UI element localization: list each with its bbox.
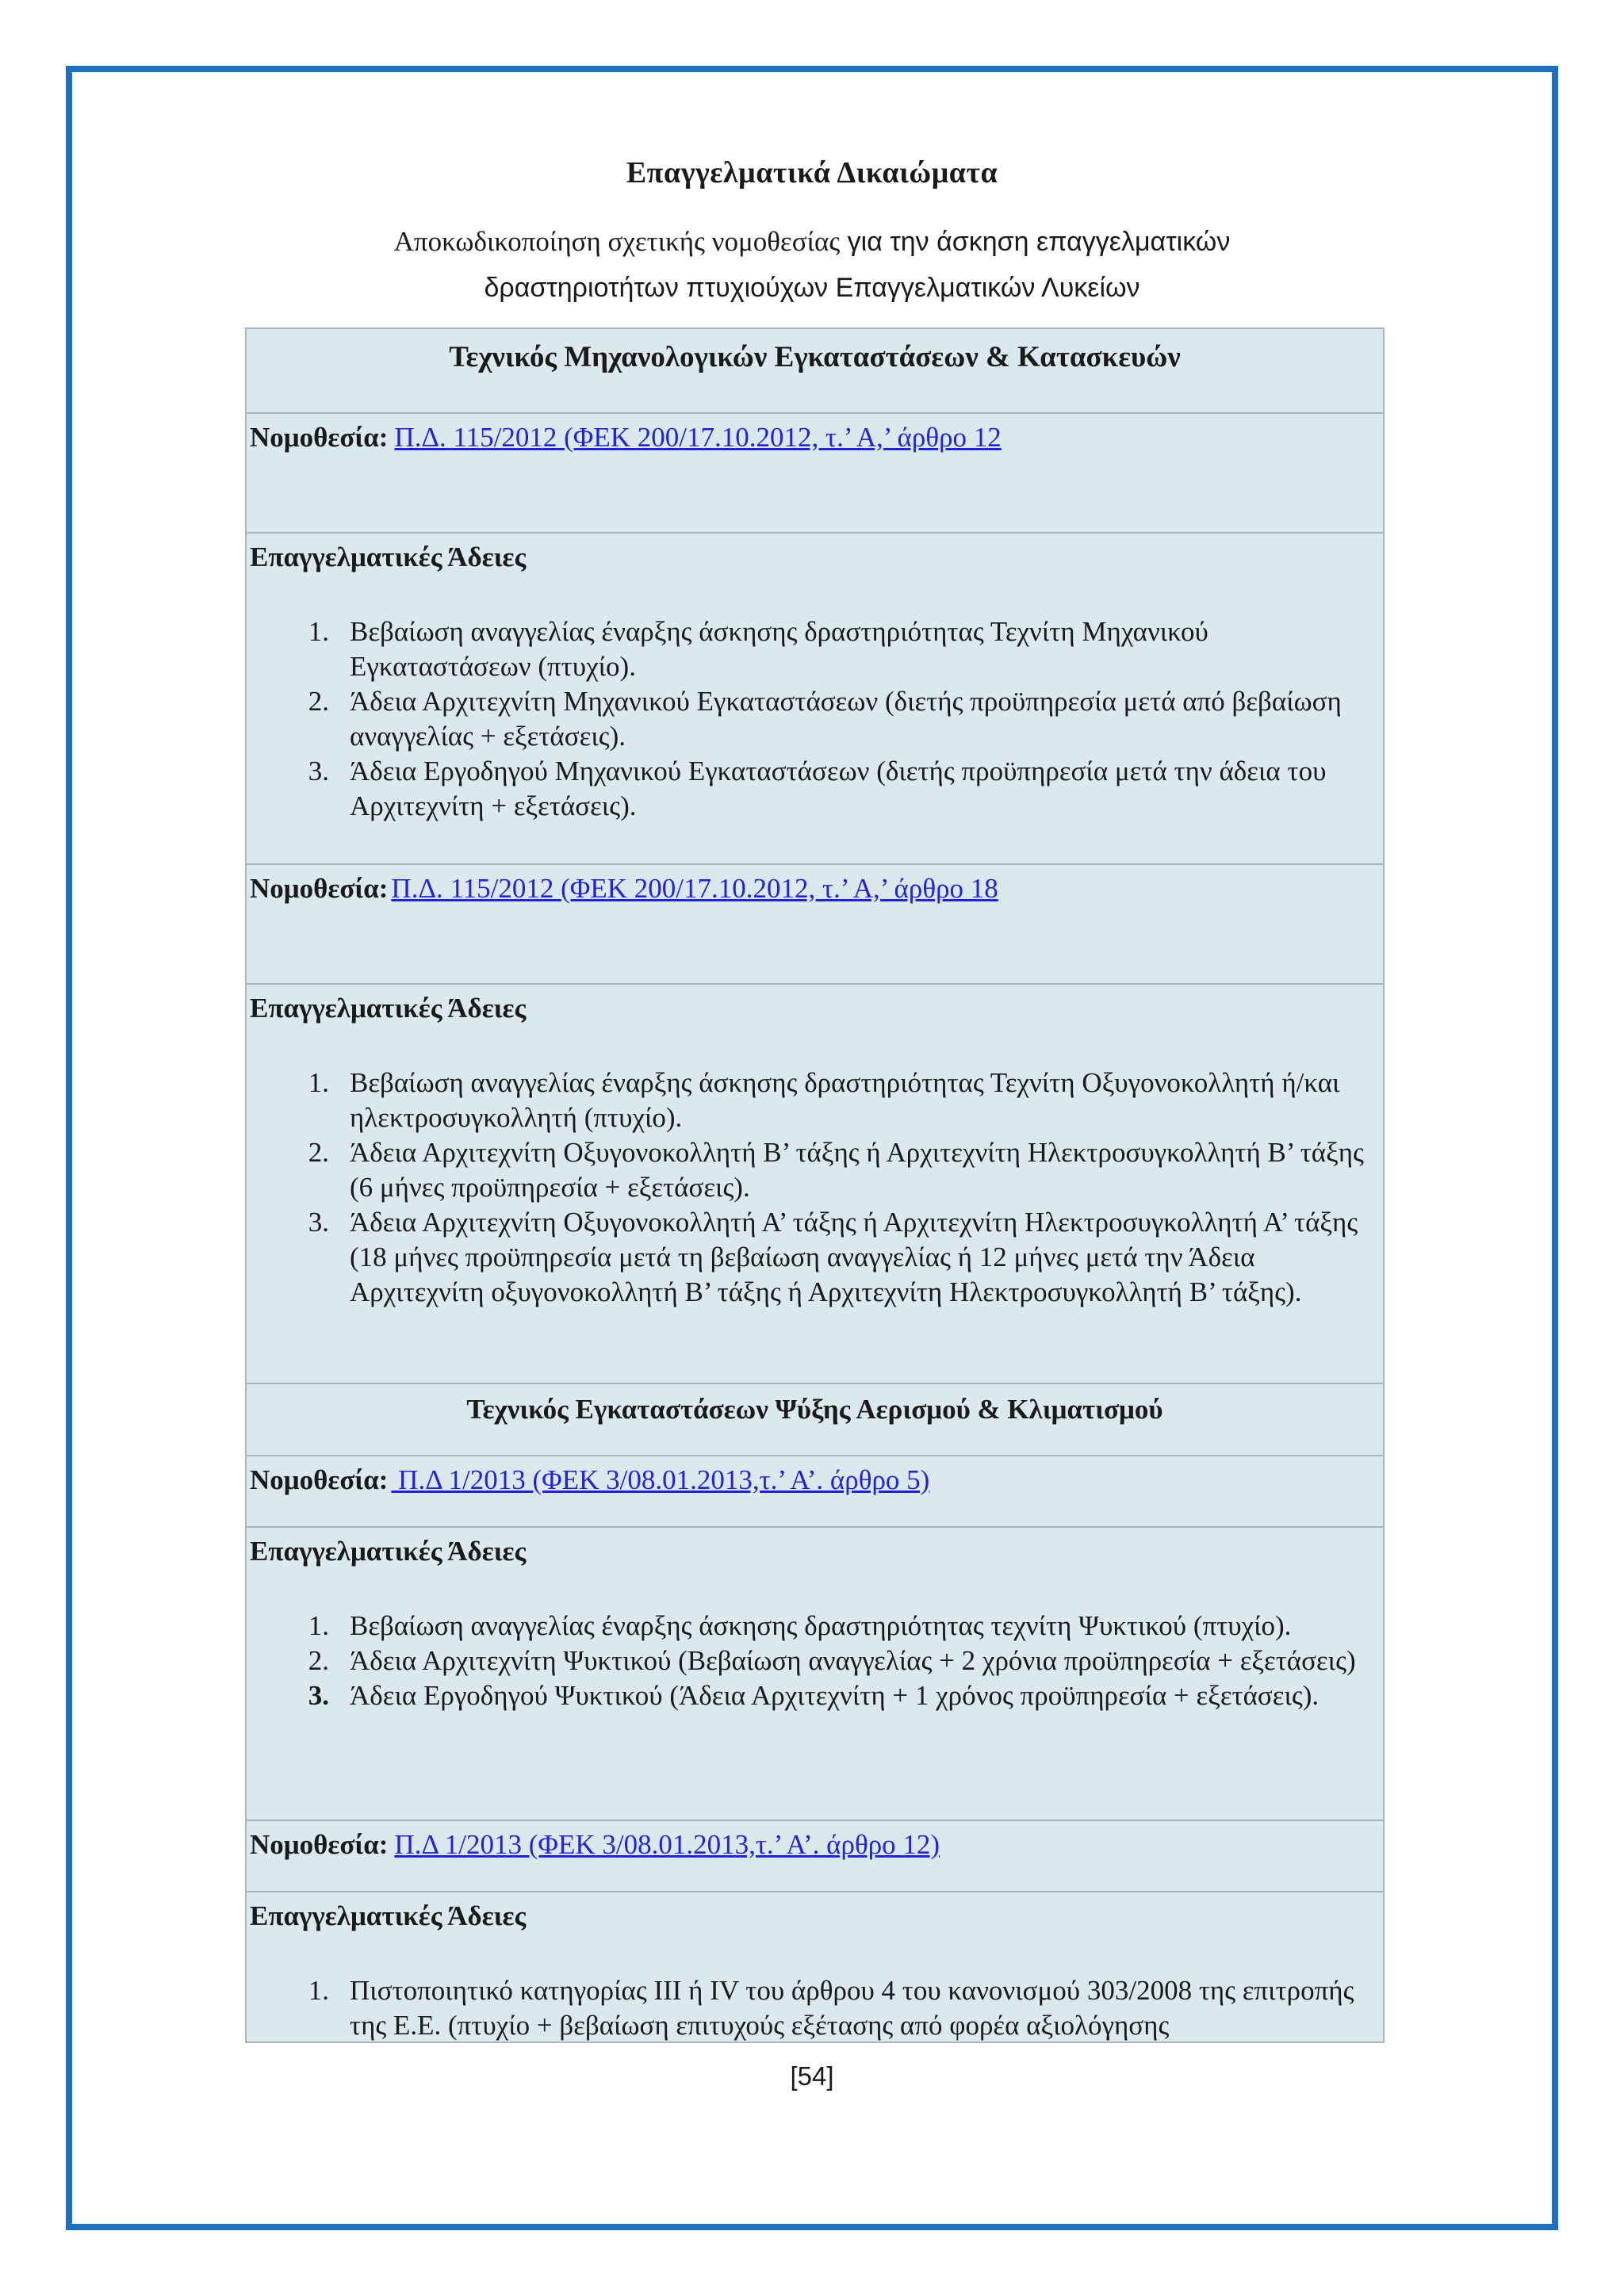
list-item-text: Βεβαίωση αναγγελίας έναρξης άσκησης δραστηριότητας τεχνίτη Ψυκτικού (πτυχίο). bbox=[350, 1610, 1292, 1641]
licenses-label: Επαγγελματικές Άδειες bbox=[250, 993, 527, 1024]
list-number: 1. bbox=[308, 616, 329, 647]
section-heading-text: Τεχνικός Μηχανολογικών Εγκαταστάσεων & Κατασκευών bbox=[449, 341, 1181, 373]
list-item bbox=[250, 754, 1380, 824]
list-number: 1. bbox=[308, 1975, 329, 2006]
list-item-text: Άδεια Εργοδηγού Ψυκτικού (Άδεια Αρχιτεχνίτη + 1 χρόνος προϋπηρεσία + εξετάσεις). bbox=[350, 1680, 1320, 1711]
list-number: 3. bbox=[308, 1680, 329, 1711]
list-item bbox=[250, 1135, 1380, 1205]
licenses-list bbox=[250, 1973, 1380, 2043]
licenses-list bbox=[250, 1066, 1380, 1310]
list-item-text: Βεβαίωση αναγγελίας έναρξης άσκησης δραστηριότητας Τεχνίτη Μηχανικού Εγκαταστάσεων (πτυχίο). bbox=[350, 616, 1208, 682]
law-row bbox=[245, 414, 1385, 534]
licenses-label: Επαγγελματικές Άδειες bbox=[250, 541, 527, 572]
section-heading-text: Τεχνικός Εγκαταστάσεων Ψύξης Αερισμού & Κλιματισμού bbox=[466, 1394, 1163, 1425]
list-item bbox=[250, 1678, 1380, 1713]
law-label: Νομοθεσία: bbox=[250, 873, 389, 904]
page-subtitle bbox=[0, 219, 1624, 311]
list-item bbox=[250, 614, 1380, 684]
licenses-row bbox=[245, 1528, 1385, 1821]
law-row bbox=[245, 865, 1385, 985]
law-row bbox=[245, 1821, 1385, 1892]
licenses-row bbox=[245, 985, 1385, 1384]
law-link[interactable]: Π.Δ 1/2013 (ΦΕΚ 3/08.01.2013,τ.’ Α’. άρθρο 12) bbox=[394, 1829, 940, 1860]
licenses-label: Επαγγελματικές Άδειες bbox=[250, 1536, 527, 1567]
licenses-label: Επαγγελματικές Άδειες bbox=[250, 1900, 527, 1931]
law-link[interactable]: Π.Δ. 115/2012 (ΦΕΚ 200/17.10.2012, τ.’ Α,’ άρθρο 18 bbox=[391, 873, 998, 904]
section-heading-mechanical bbox=[245, 327, 1385, 414]
page-number: [54] bbox=[790, 2061, 834, 2091]
law-link[interactable]: Π.Δ. 115/2012 (ΦΕΚ 200/17.10.2012, τ.’ Α,’ άρθρο 12 bbox=[394, 422, 1002, 453]
list-item-text: Άδεια Εργοδηγού Μηχανικού Εγκαταστάσεων (διετής προϋπηρεσία μετά την άδεια του Αρχιτεχνίτη + εξετάσεις). bbox=[350, 756, 1327, 821]
subtitle-line-2: δραστηριοτήτων πτυχιούχων Επαγγελματικών Λυκείων bbox=[484, 273, 1140, 303]
list-item bbox=[250, 1973, 1380, 2043]
law-label: Νομοθεσία: bbox=[250, 1464, 389, 1495]
section-heading-hvac bbox=[245, 1384, 1385, 1456]
list-number: 1. bbox=[308, 1067, 329, 1098]
list-item bbox=[250, 1644, 1380, 1678]
rights-table bbox=[245, 327, 1385, 2043]
list-number: 2. bbox=[308, 1137, 329, 1168]
list-item-text: Άδεια Αρχιτεχνίτη Οξυγονοκολλητή Β’ τάξης ή Αρχιτεχνίτη Ηλεκτροσυγκολλητή Β’ τάξης (6 μήνες προϋπηρεσία + εξετάσεις). bbox=[350, 1137, 1364, 1203]
law-label: Νομοθεσία: bbox=[250, 422, 389, 453]
list-item bbox=[250, 1205, 1380, 1310]
list-item-text: Άδεια Αρχιτεχνίτη Οξυγονοκολλητή Α’ τάξης ή Αρχιτεχνίτη Ηλεκτροσυγκολλητή Α’ τάξης (18 μήνες προϋπηρεσία μετά τη βεβαίωση αναγγελίας ή 12 μήνες μετά την Άδεια Αρχιτεχνίτη οξυγονοκολλητή Β’ τάξης ή Αρχιτεχνίτη Ηλεκτροσυγκολλητή Β’ τάξης). bbox=[350, 1207, 1358, 1307]
list-item-text: Πιστοποιητικό κατηγορίας ΙΙΙ ή IV του άρθρου 4 του κανονισμού 303/2008 της επιτροπής της Ε.Ε. (πτυχίο + βεβαίωση επιτυχούς εξέτασης από φορέα αξιολόγησης bbox=[350, 1975, 1354, 2041]
list-item bbox=[250, 1609, 1380, 1644]
licenses-row bbox=[245, 1892, 1385, 2043]
subtitle-serif-part: Αποκωδικοποίηση σχετικής νομοθεσίας bbox=[393, 226, 841, 257]
list-number: 3. bbox=[308, 756, 329, 786]
list-number: 2. bbox=[308, 686, 329, 717]
page-title: Επαγγελματικά Δικαιώματα bbox=[626, 156, 998, 189]
list-item bbox=[250, 684, 1380, 754]
subtitle-line-1 bbox=[0, 219, 1624, 265]
list-item-text: Άδεια Αρχιτεχνίτη Μηχανικού Εγκαταστάσεων (διετής προϋπηρεσία μετά από βεβαίωση αναγγελίας + εξετάσεις). bbox=[350, 686, 1342, 752]
list-number: 1. bbox=[308, 1610, 329, 1641]
list-number: 2. bbox=[308, 1645, 329, 1676]
law-link[interactable]: Π.Δ 1/2013 (ΦΕΚ 3/08.01.2013,τ.’ Α’. άρθρο 5) bbox=[391, 1464, 930, 1495]
law-label: Νομοθεσία: bbox=[250, 1829, 389, 1860]
licenses-row bbox=[245, 534, 1385, 865]
list-item-text: Άδεια Αρχιτεχνίτη Ψυκτικού (Βεβαίωση αναγγελίας + 2 χρόνια προϋπηρεσία + εξετάσεις) bbox=[350, 1645, 1356, 1676]
list-item-text: Βεβαίωση αναγγελίας έναρξης άσκησης δραστηριότητας Τεχνίτη Οξυγονοκολλητή ή/και ηλεκτροσυγκολλητή (πτυχίο). bbox=[350, 1067, 1340, 1133]
licenses-list bbox=[250, 614, 1380, 824]
list-item bbox=[250, 1066, 1380, 1135]
law-row bbox=[245, 1456, 1385, 1528]
list-number: 3. bbox=[308, 1207, 329, 1238]
subtitle-sans-part: για την άσκηση επαγγελματικών bbox=[840, 227, 1231, 257]
licenses-list bbox=[250, 1609, 1380, 1713]
